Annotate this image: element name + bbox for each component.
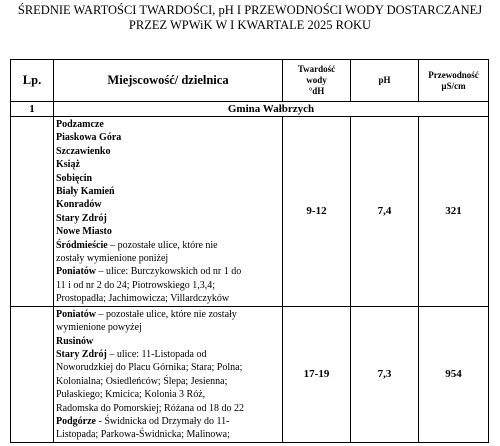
row-lp-empty [11, 117, 54, 307]
conductivity-value: 321 [419, 117, 489, 307]
location-line [56, 361, 280, 374]
ph-value: 7,4 [351, 117, 419, 307]
location-line [56, 198, 280, 211]
location-line [56, 145, 280, 158]
location-line [56, 388, 280, 401]
location-line [56, 375, 280, 388]
location-detail: wymienione powyżej [56, 322, 142, 334]
location-name: Poniatów [56, 266, 96, 278]
location-line [56, 158, 280, 171]
location-detail: Noworudzkiej do Placu Górnika; Stara; Polna; [56, 362, 243, 374]
location-name: Śródmieście [56, 239, 108, 251]
location-name: Stary Zdrój [56, 348, 107, 360]
location-name: Poniatów [56, 308, 96, 320]
location-line [56, 131, 280, 144]
location-line [56, 335, 280, 348]
location-name: Stary Zdrój [56, 212, 107, 224]
header-conductivity-line1: Przewodność [428, 69, 479, 80]
water-quality-table [10, 59, 489, 443]
location-name: Sobięcin [56, 172, 93, 184]
location-detail: zostały wymienione poniżej [56, 253, 169, 265]
table-row [11, 306, 489, 442]
location-cell [54, 306, 283, 442]
location-name: Podgórze [56, 415, 96, 427]
location-line [56, 348, 280, 361]
section-number: 1 [11, 102, 54, 117]
location-line [56, 225, 280, 238]
location-detail: Prostopadła; Jachimowicza; Villardczyków [56, 293, 230, 305]
location-name: Podzamcze [56, 119, 104, 130]
location-line [56, 308, 280, 321]
location-detail: – ulice: Burczykowskich od nr 1 do [96, 266, 242, 278]
table-row [11, 117, 489, 307]
header-row [11, 60, 489, 102]
location-detail: Kolonialna; Osiedleńców; Ślepa; Jesienna; [56, 375, 228, 387]
location-line [56, 321, 280, 334]
location-detail: – pozostałe ulice, które nie [107, 239, 218, 251]
location-line [56, 428, 280, 441]
location-detail: - Świdnicka od Drzymały do 11- [96, 415, 230, 427]
location-line [56, 118, 280, 131]
location-line [56, 252, 280, 265]
title-line-1: ŚREDNIE WARTOŚCI TWARDOŚCI, pH I PRZEWODNOŚCI WODY DOSTARCZANEJ [17, 3, 483, 17]
header-conductivity [419, 60, 489, 102]
location-line [56, 239, 280, 252]
location-line [56, 265, 280, 278]
header-location: Miejscowość/ dzielnica [54, 60, 283, 102]
header-hardness [283, 60, 351, 102]
location-cell [54, 117, 283, 307]
header-hardness-line2: wody [306, 75, 327, 85]
location-line [56, 279, 280, 292]
header-ph: pH [351, 60, 419, 102]
hardness-value: 17-19 [283, 306, 351, 442]
location-name: Szczawienko [56, 145, 111, 157]
location-detail: 11 i od nr 2 do 24; Piotrowskiego 1,3,4; [56, 279, 216, 291]
location-name: Książ [56, 159, 80, 171]
location-detail: – pozostałe ulice, które nie zostały [96, 308, 237, 320]
document-title [0, 3, 500, 33]
header-hardness-unit: °dH [308, 86, 325, 96]
location-line [56, 185, 280, 198]
location-name: Rusinów [56, 335, 94, 347]
location-detail: Listopada; Parkowa-Świdnicka; Malinowa; [56, 429, 230, 441]
hardness-value: 9-12 [283, 117, 351, 307]
location-detail: Radomska do Pomorskiej; Różana od 18 do 22 [56, 402, 245, 414]
header-conductivity-unit: µS/cm [441, 80, 466, 91]
location-detail: Pułaskiego; Kmicica; Kolonia 3 Róż, [56, 389, 206, 401]
location-line [56, 172, 280, 185]
section-row [11, 102, 489, 117]
location-name: Konradów [56, 199, 102, 211]
location-detail: – ulice: 11-Listopada od [106, 348, 207, 360]
location-name: Nowe Miasto [56, 226, 112, 238]
location-line [56, 212, 280, 225]
section-name: Gmina Wałbrzych [54, 102, 489, 117]
row-lp-empty [11, 306, 54, 442]
ph-value: 7,3 [351, 306, 419, 442]
conductivity-value: 954 [419, 306, 489, 442]
location-line [56, 415, 280, 428]
location-line [56, 292, 280, 305]
location-name: Piaskowa Góra [56, 132, 122, 144]
title-line-2: PRZEZ WPWiK W I KWARTALE 2025 ROKU [128, 18, 372, 32]
header-lp: Lp. [11, 60, 54, 102]
location-name: Biały Kamień [56, 186, 115, 198]
location-line [56, 402, 280, 415]
header-hardness-line1: Twardość [297, 64, 336, 74]
